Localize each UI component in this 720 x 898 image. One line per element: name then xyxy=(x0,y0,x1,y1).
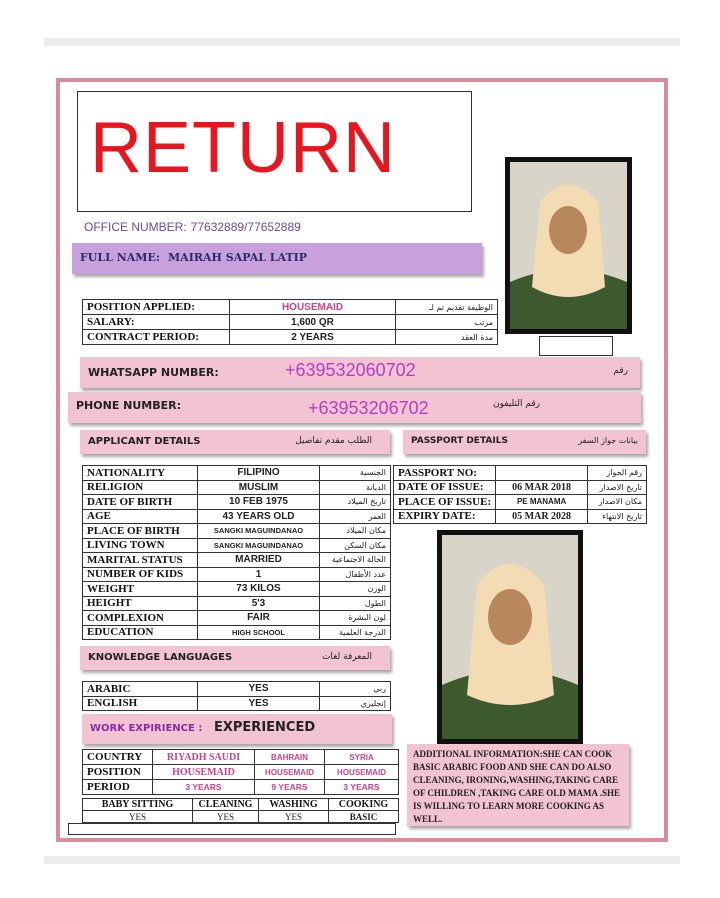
work-experience-label: WORK EXPIRIENCE : xyxy=(90,723,203,734)
skill-header-washing: WASHING xyxy=(259,799,329,811)
country-value-1: RIYADH SAUDI xyxy=(153,750,255,765)
height-value: 5'3 xyxy=(198,596,320,611)
marital-status-arabic: الحالة الاجتماعية xyxy=(320,553,391,568)
passport-details-label: PASSPORT DETAILS xyxy=(411,436,508,446)
weight-value: 73 KILOS xyxy=(198,582,320,597)
table-row xyxy=(83,538,391,553)
whatsapp-label: WHATSAPP NUMBER: xyxy=(88,366,219,379)
position-value-1: HOUSEMAID xyxy=(153,765,255,780)
education-arabic: الدرجة العلمية xyxy=(320,625,391,640)
contract-arabic: مدة العقد xyxy=(396,330,498,345)
languages-arabic: المعرفة لغات xyxy=(321,652,372,662)
place-of-issue-label: PLACE OF ISSUE: xyxy=(394,495,496,510)
table-row xyxy=(394,495,647,510)
weight-arabic: الوزن xyxy=(320,582,391,597)
period-value-3: 3 YEARS xyxy=(325,780,399,795)
nationality-label: NATIONALITY xyxy=(83,466,198,481)
position-arabic: الوظيفة تقديم تم لـ xyxy=(396,300,498,315)
empty-footer-box xyxy=(68,823,396,835)
phone-value: +63953206702 xyxy=(308,398,429,418)
phone-label: PHONE NUMBER: xyxy=(76,399,182,412)
full-name-value: MAIRAH SAPAL LATIP xyxy=(168,251,308,264)
nationality-arabic: الجنسية xyxy=(320,466,391,481)
expiry-date-value: 05 MAR 2028 xyxy=(496,509,588,524)
phone-arabic: رقم التليفون xyxy=(493,399,540,409)
living-town-label: LIVING TOWN xyxy=(83,538,198,553)
position-value: HOUSEMAID xyxy=(230,300,396,315)
english-label: ENGLISH xyxy=(83,696,198,711)
table-row xyxy=(83,495,391,510)
english-arabic: إنجليزي xyxy=(320,696,391,711)
table-row xyxy=(83,682,391,697)
skill-header-cooking: COOKING xyxy=(329,799,399,811)
position-value-2: HOUSEMAID xyxy=(255,765,325,780)
table-row xyxy=(83,611,391,626)
height-label: HEIGHT xyxy=(83,596,198,611)
place-of-birth-label: PLACE OF BIRTH xyxy=(83,524,198,539)
table-row xyxy=(83,750,399,765)
table-row xyxy=(83,799,399,811)
skill-value-baby-sitting: YES xyxy=(83,811,193,823)
kids-value: 1 xyxy=(198,567,320,582)
period-value-2: 9 YEARS xyxy=(255,780,325,795)
religion-value: MUSLIM xyxy=(198,480,320,495)
salary-value: 1,600 QR xyxy=(230,315,396,330)
arabic-arabic: ربي xyxy=(320,682,391,697)
marital-status-label: MARITAL STATUS xyxy=(83,553,198,568)
education-label: EDUCATION xyxy=(83,625,198,640)
office-number-value: 77632889/77652889 xyxy=(190,220,301,234)
religion-arabic: الديانة xyxy=(320,480,391,495)
whatsapp-banner xyxy=(80,357,640,388)
skill-value-washing: YES xyxy=(259,811,329,823)
country-label: COUNTRY xyxy=(83,750,153,765)
position-label: POSITION APPLIED: xyxy=(83,300,230,315)
passport-details-arabic: بيانات جواز السفر xyxy=(578,436,638,445)
table-row xyxy=(394,466,647,481)
complexion-value: FAIR xyxy=(198,611,320,626)
table-row xyxy=(83,582,391,597)
place-of-issue-value: PE MANAMA xyxy=(496,495,588,510)
bottom-divider xyxy=(44,856,680,864)
date-of-issue-label: DATE OF ISSUE: xyxy=(394,480,496,495)
person-photo-icon xyxy=(442,535,578,739)
languages-table xyxy=(82,681,391,711)
applicant-details-arabic: الطلب مقدم تفاصيل xyxy=(295,436,372,446)
applicant-details-banner xyxy=(80,430,390,454)
languages-label: KNOWLEDGE LANGUAGES xyxy=(88,652,233,663)
dob-value: 10 FEB 1975 xyxy=(198,495,320,510)
age-value: 43 YEARS OLD xyxy=(198,509,320,524)
return-label: RETURN xyxy=(90,108,396,188)
religion-label: RELIGION xyxy=(83,480,198,495)
nationality-value: FILIPINO xyxy=(198,466,320,481)
applicant-photo-full xyxy=(437,530,583,744)
age-label: AGE xyxy=(83,509,198,524)
dob-arabic: تاريخ الميلاد xyxy=(320,495,391,510)
age-arabic: العمر xyxy=(320,509,391,524)
office-number xyxy=(84,220,301,234)
passport-details-banner xyxy=(403,430,646,454)
table-row xyxy=(394,509,647,524)
passport-no-value xyxy=(496,466,588,481)
work-experience-banner xyxy=(82,714,392,744)
table-row xyxy=(83,480,391,495)
contract-value: 2 YEARS xyxy=(230,330,396,345)
skill-value-cleaning: YES xyxy=(193,811,259,823)
date-of-issue-arabic: تاريخ الاصدار xyxy=(588,480,647,495)
living-town-value: SANGKI MAGUINDANAO xyxy=(198,538,320,553)
table-row xyxy=(83,567,391,582)
whatsapp-value: +639532060702 xyxy=(285,360,416,380)
full-name-label: FULL NAME: xyxy=(80,251,160,264)
skill-value-cooking: BASIC xyxy=(329,811,399,823)
applicant-details-label: APPLICANT DETAILS xyxy=(88,436,201,447)
table-row xyxy=(83,466,391,481)
english-value: YES xyxy=(198,696,320,711)
table-row xyxy=(394,480,647,495)
place-of-issue-arabic: مكان الاصدار xyxy=(588,495,647,510)
table-row xyxy=(83,315,498,330)
table-row xyxy=(83,596,391,611)
table-row xyxy=(83,300,498,315)
passport-details-table xyxy=(393,465,647,524)
person-photo-icon xyxy=(510,162,627,329)
period-label: PERIOD xyxy=(83,780,153,795)
period-value-1: 3 YEARS xyxy=(153,780,255,795)
languages-banner xyxy=(80,646,390,670)
office-number-label: OFFICE NUMBER: xyxy=(84,220,187,234)
contract-label: CONTRACT PERIOD: xyxy=(83,330,230,345)
place-of-birth-value: SANGKI MAGUINDANAO xyxy=(198,524,320,539)
applicant-details-table xyxy=(82,465,391,640)
expiry-date-arabic: تاريخ الانتهاء xyxy=(588,509,647,524)
skill-header-baby-sitting: BABY SITTING xyxy=(83,799,193,811)
salary-arabic: مرتب xyxy=(396,315,498,330)
table-row xyxy=(83,509,391,524)
marital-status-value: MARRIED xyxy=(198,553,320,568)
whatsapp-arabic: رقم xyxy=(613,366,628,376)
dob-label: DATE OF BIRTH xyxy=(83,495,198,510)
table-row xyxy=(83,524,391,539)
country-value-2: BAHRAIN xyxy=(255,750,325,765)
position-row-label: POSITION xyxy=(83,765,153,780)
position-table xyxy=(82,299,498,345)
top-divider xyxy=(44,38,680,46)
full-name-banner xyxy=(72,243,482,274)
table-row xyxy=(83,765,399,780)
complexion-label: COMPLEXION xyxy=(83,611,198,626)
passport-no-label: PASSPORT NO: xyxy=(394,466,496,481)
skill-header-cleaning: CLEANING xyxy=(193,799,259,811)
salary-label: SALARY: xyxy=(83,315,230,330)
phone-banner xyxy=(68,392,641,423)
country-value-3: SYRIA xyxy=(325,750,399,765)
education-value: HIGH SCHOOL xyxy=(198,625,320,640)
skills-table xyxy=(82,798,399,823)
height-arabic: الطول xyxy=(320,596,391,611)
passport-no-arabic: رقم الجواز xyxy=(588,466,647,481)
work-experience-value: EXPERIENCED xyxy=(214,720,316,735)
position-value-3: HOUSEMAID xyxy=(325,765,399,780)
weight-label: WEIGHT xyxy=(83,582,198,597)
arabic-label: ARABIC xyxy=(83,682,198,697)
date-of-issue-value: 06 MAR 2018 xyxy=(496,480,588,495)
work-experience-table xyxy=(82,749,399,795)
table-row xyxy=(83,811,399,823)
place-of-birth-arabic: مكان الميلاد xyxy=(320,524,391,539)
applicant-photo-portrait xyxy=(505,157,632,334)
additional-information: ADDITIONAL INFORMATION:SHE CAN COOK BASIC ARABIC FOOD AND SHE CAN DO ALSO CLEANING, IRONING,WASHING,TAKING CARE OF CHILDREN ,TAKING CARE OLD MAMA .SHE IS WILLING TO LEARN MORE COOKING AS WELL. xyxy=(407,744,629,826)
kids-arabic: عدد الأطفال xyxy=(320,567,391,582)
table-row xyxy=(83,780,399,795)
photo-caption-box xyxy=(539,336,613,356)
table-row xyxy=(83,625,391,640)
expiry-date-label: EXPIRY DATE: xyxy=(394,509,496,524)
return-stamp-box xyxy=(77,91,472,212)
table-row xyxy=(83,330,498,345)
table-row xyxy=(83,553,391,568)
table-row xyxy=(83,696,391,711)
complexion-arabic: لون البشرة xyxy=(320,611,391,626)
living-town-arabic: مكان السكن xyxy=(320,538,391,553)
arabic-value: YES xyxy=(198,682,320,697)
kids-label: NUMBER OF KIDS xyxy=(83,567,198,582)
